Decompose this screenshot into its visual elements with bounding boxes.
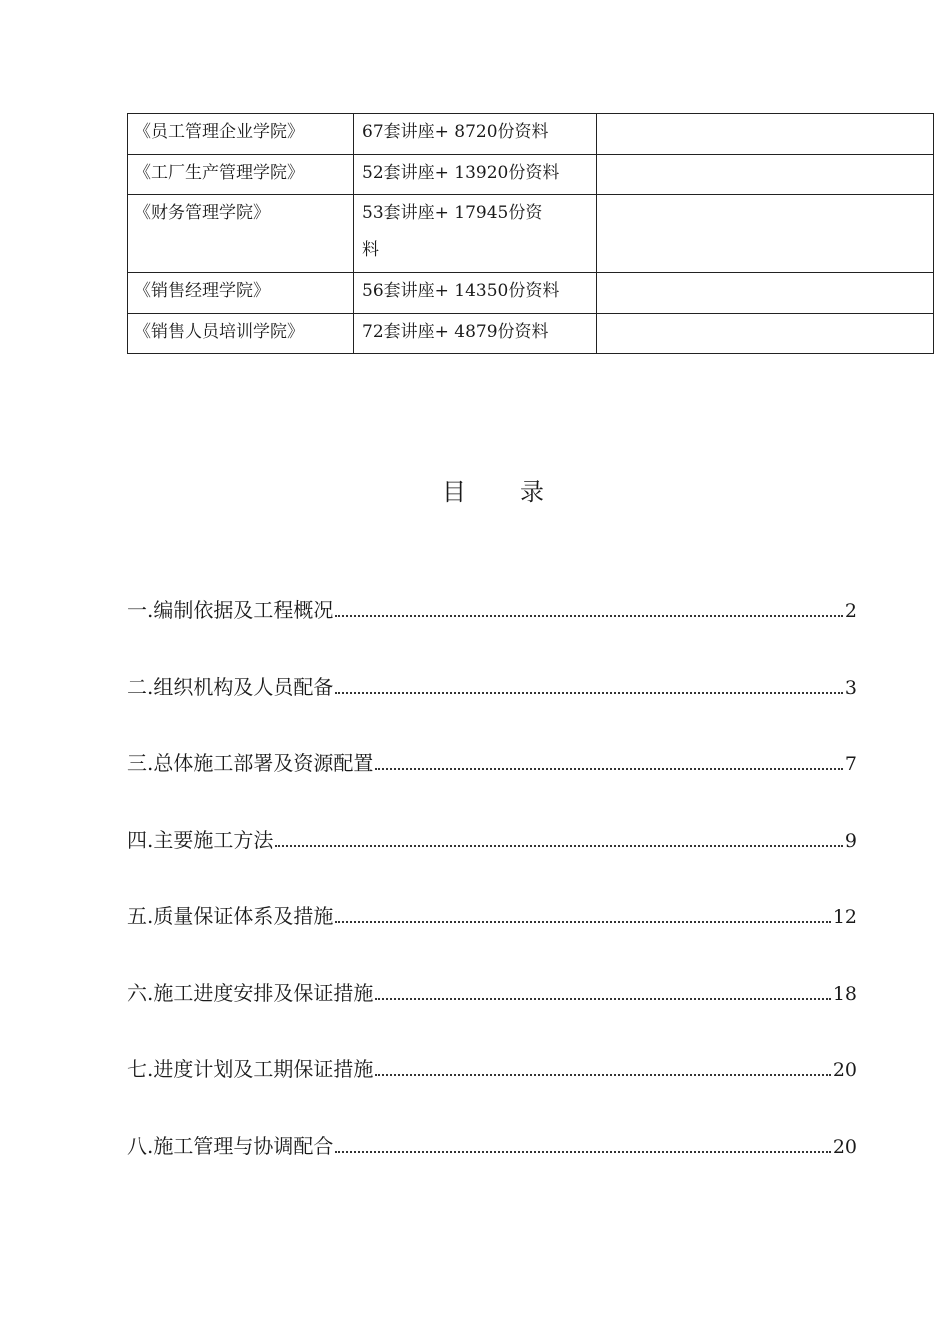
toc-entry-label: 五.质量保证体系及措施 bbox=[127, 904, 334, 928]
table-of-contents bbox=[127, 594, 857, 1206]
toc-entry[interactable] bbox=[127, 900, 857, 977]
dot-leader bbox=[375, 767, 843, 770]
note-cell bbox=[597, 114, 934, 155]
toc-entry-page: 20 bbox=[832, 1059, 857, 1081]
table-row bbox=[128, 195, 934, 273]
toc-heading-left: 目 bbox=[442, 478, 466, 506]
course-content: 67套讲座+ 8720份资料 bbox=[354, 114, 597, 155]
college-name: 《销售人员培训学院》 bbox=[128, 314, 354, 354]
note-cell bbox=[597, 314, 934, 354]
table-row bbox=[128, 273, 934, 314]
dot-leader bbox=[335, 614, 843, 617]
table-row bbox=[128, 314, 934, 354]
toc-entry[interactable] bbox=[127, 671, 857, 748]
toc-entry-label: 八.施工管理与协调配合 bbox=[127, 1133, 334, 1158]
toc-entry-page: 9 bbox=[844, 829, 857, 852]
dot-leader bbox=[335, 1150, 830, 1153]
dot-leader bbox=[375, 1073, 830, 1076]
dot-leader bbox=[375, 997, 830, 1000]
toc-entry-page: 3 bbox=[844, 676, 857, 699]
dot-leader bbox=[335, 691, 843, 694]
note-cell bbox=[597, 155, 934, 195]
table-row bbox=[128, 155, 934, 195]
toc-entry[interactable] bbox=[127, 594, 857, 671]
note-cell bbox=[597, 273, 934, 314]
toc-entry[interactable] bbox=[127, 824, 857, 901]
college-name: 《财务管理学院》 bbox=[128, 195, 354, 273]
toc-entry-label: 二.组织机构及人员配备 bbox=[127, 674, 334, 699]
toc-entry-page: 18 bbox=[832, 982, 857, 1005]
toc-entry[interactable] bbox=[127, 1053, 857, 1130]
dot-leader bbox=[335, 920, 830, 923]
toc-entry-page: 20 bbox=[832, 1135, 857, 1158]
dot-leader bbox=[275, 844, 843, 847]
table-row bbox=[128, 114, 934, 155]
college-name: 《销售经理学院》 bbox=[128, 273, 354, 314]
college-name: 《工厂生产管理学院》 bbox=[128, 155, 354, 195]
toc-entry-label: 三.总体施工部署及资源配置 bbox=[127, 751, 374, 775]
resource-table bbox=[127, 113, 934, 354]
course-content bbox=[354, 195, 597, 273]
toc-entry[interactable] bbox=[127, 977, 857, 1054]
course-content: 56套讲座+ 14350份资料 bbox=[354, 273, 597, 314]
course-content-text: 53套讲座+ 17945份资料 bbox=[362, 203, 543, 260]
toc-entry-page: 12 bbox=[832, 906, 857, 928]
toc-heading-right: 录 bbox=[520, 478, 544, 506]
course-content: 72套讲座+ 4879份资料 bbox=[354, 314, 597, 354]
toc-entry-label: 一.编制依据及工程概况 bbox=[127, 598, 334, 622]
toc-entry-page: 2 bbox=[844, 600, 857, 622]
college-name: 《员工管理企业学院》 bbox=[128, 114, 354, 155]
toc-heading bbox=[0, 472, 950, 507]
toc-entry-label: 六.施工进度安排及保证措施 bbox=[127, 980, 374, 1005]
note-cell bbox=[597, 195, 934, 273]
course-content: 52套讲座+ 13920份资料 bbox=[354, 155, 597, 195]
toc-entry-label: 四.主要施工方法 bbox=[127, 827, 274, 852]
toc-entry[interactable] bbox=[127, 1130, 857, 1207]
toc-entry-page: 7 bbox=[844, 753, 857, 775]
toc-entry-label: 七.进度计划及工期保证措施 bbox=[127, 1057, 374, 1081]
toc-entry[interactable] bbox=[127, 747, 857, 824]
